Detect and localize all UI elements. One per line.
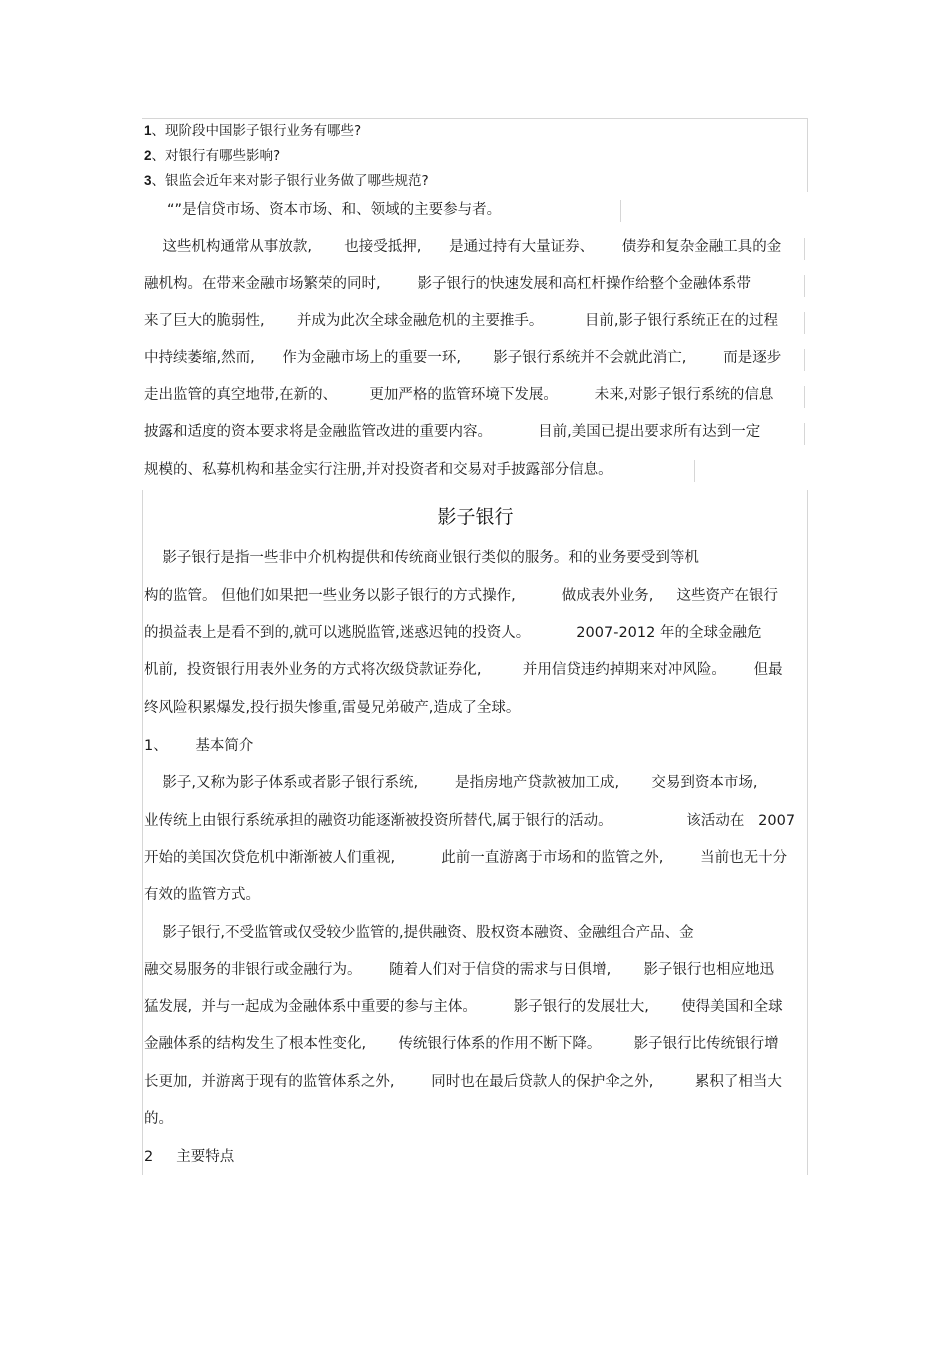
basic-intro-line: 开始的美国次贷危机中渐渐被人们重视, 此前一直游离于市场和的监管之外, 当前也无十分 — [144, 850, 788, 866]
question-1: 1、现阶段中国影子银行业务有哪些? — [144, 123, 362, 139]
frame-rule-top — [142, 118, 807, 119]
frame-rule-right-b — [804, 238, 805, 260]
section-title: 影子银行 — [437, 506, 514, 528]
body-line: 的。 — [144, 1111, 173, 1127]
intro-line: 走出监管的真空地带,在新的、 更加严格的监管环境下发展。 未来,对影子银行系统的信息 — [144, 387, 774, 403]
frame-rule-right-a — [620, 200, 621, 222]
body-line: 长更加, 并游离于现有的监管体系之外, 同时也在最后贷款人的保护伞之外, 累积了相当大 — [144, 1074, 782, 1090]
intro-line: 中持续萎缩,然而, 作为金融市场上的重要一环, 影子银行系统并不会就此消亡, 而是逐步 — [144, 350, 782, 366]
frame-rule-right-h — [694, 460, 695, 482]
definition-line: 构的监管。 但他们如果把一些业务以影子银行的方式操作, 做成表外业务, 这些资产在银行 — [144, 588, 778, 604]
frame-rule-left-lower — [142, 490, 143, 1175]
definition-line: 影子银行是指一些非中介机构提供和传统商业银行类似的服务。和的业务要受到等机 — [144, 550, 699, 566]
frame-rule-right-lower — [807, 490, 808, 1175]
intro-line: 来了巨大的脆弱性, 并成为此次全球金融危机的主要推手。 目前,影子银行系统正在的过程 — [144, 313, 778, 329]
question-2: 2、对银行有哪些影响? — [144, 148, 281, 164]
body-line: 影子银行,不受监管或仅受较少监管的,提供融资、股权资本融资、金融组合产品、金 — [144, 925, 694, 941]
frame-rule-right-top — [807, 118, 808, 192]
definition-line: 的损益表上是看不到的,就可以逃脱监管,迷惑迟钝的投资人。 2007-2012 年的全球金融危 — [144, 625, 762, 641]
body-line: 融交易服务的非银行或金融行为。 随着人们对于信贷的需求与日俱增, 影子银行也相应地迅 — [144, 962, 775, 978]
intro-line: 这些机构通常从事放款, 也接受抵押, 是通过持有大量证券、 债券和复杂金融工具的金 — [144, 239, 782, 255]
body-line: 金融体系的结构发生了根本性变化, 传统银行体系的作用不断下降。 影子银行比传统银行增 — [144, 1036, 779, 1052]
intro-line: 规模的、私募机构和基金实行注册,并对投资者和交易对手披露部分信息。 — [144, 462, 613, 478]
frame-rule-right-c — [804, 275, 805, 297]
frame-rule-right-e — [804, 349, 805, 371]
frame-rule-right-g — [804, 423, 805, 445]
definition-line: 机前, 投资银行用表外业务的方式将次级贷款证券化, 并用信贷违约掉期来对冲风险。 但最 — [144, 662, 783, 678]
body-line: 猛发展, 并与一起成为金融体系中重要的参与主体。 影子银行的发展壮大, 使得美国和全球 — [144, 999, 783, 1015]
question-3: 3、银监会近年来对影子银行业务做了哪些规范? — [144, 173, 429, 189]
frame-rule-right-d — [804, 312, 805, 334]
basic-intro-line: 业传统上由银行系统承担的融资功能逐渐被投资所替代,属于银行的活动。 该活动在 2007 — [144, 813, 796, 829]
intro-line: 披露和适度的资本要求将是金融监管改进的重要内容。 目前,美国已提出要求所有达到一定 — [144, 424, 761, 440]
basic-intro-line: 影子,又称为影子体系或者影子银行系统, 是指房地产贷款被加工成, 交易到资本市场, — [144, 775, 758, 791]
heading-basic-intro: 1、 基本简介 — [144, 738, 254, 754]
intro-line: 融机构。在带来金融市场繁荣的同时, 影子银行的快速发展和高杠杆操作给整个金融体系带 — [144, 276, 751, 292]
heading-main-features: 2 主要特点 — [144, 1149, 235, 1165]
intro-line: “”是信贷市场、资本市场、和、领域的主要参与者。 — [144, 202, 502, 218]
frame-rule-right-f — [804, 386, 805, 408]
basic-intro-line: 有效的监管方式。 — [144, 887, 260, 903]
definition-line: 终风险积累爆发,投行损失惨重,雷曼兄弟破产,造成了全球。 — [144, 700, 521, 716]
